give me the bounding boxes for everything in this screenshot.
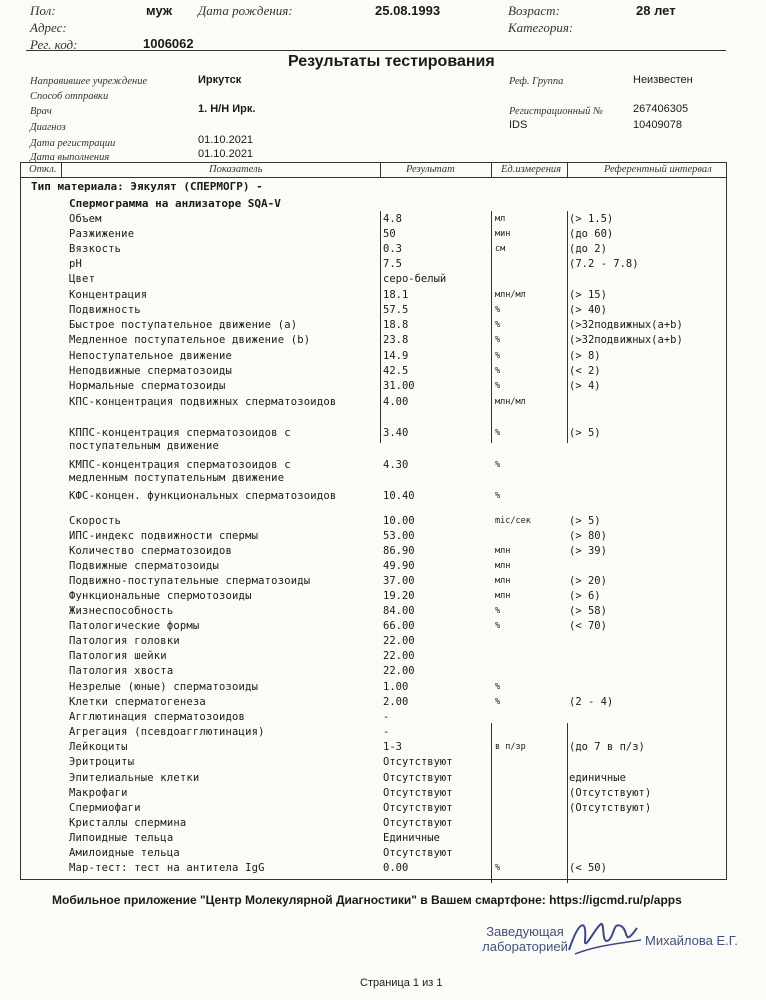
table-row [21,665,726,680]
row-parameter: КППС-концентрация сперматозоидов с поступательным движение [69,427,291,452]
row-unit: % [495,491,501,501]
row-parameter: Быстрое поступательное движение (a) [69,319,298,331]
row-reference: (> 40) [569,304,607,316]
table-row [21,459,726,484]
row-unit: в п/зр [495,742,526,752]
referring-value: Иркутск [198,74,242,86]
row-unit: % [495,621,501,631]
reg-code-label: Рег. код: [30,37,78,52]
row-parameter: Медленное поступательное движение (b) [69,334,311,346]
row-reference: (> 80) [569,530,607,542]
row-unit: млн [495,561,511,571]
row-unit: % [495,682,501,692]
row-reference: (>32подвижных(a+b) [569,319,683,331]
header-unit: Ед.измерения [501,164,562,175]
row-parameter: Количество сперматозоидов [69,545,233,557]
row-parameter: Спермиофаги [69,802,141,814]
dob-label: Дата рождения: [198,3,293,18]
table-row [21,545,726,560]
row-parameter: КФС-концен. функциональных сперматозоидов [69,490,337,502]
row-result: 50 [383,228,396,240]
table-row [21,228,726,243]
row-unit: % [495,366,501,376]
row-parameter: Подвижность [69,304,141,316]
reg-date-value: 01.10.2021 [198,134,254,146]
table-row [21,787,726,802]
row-result: 4.30 [383,459,409,471]
dob-value: 25.08.1993 [375,3,441,18]
table-row [21,832,726,847]
row-parameter: Агрегация (псевдоагглютинация) [69,726,265,738]
row-reference: (< 50) [569,862,607,874]
table-row [21,575,726,590]
row-result: 22.00 [383,665,415,677]
row-unit: млн/мл [495,397,526,407]
signer-name: Михайлова Е.Г. [645,933,738,948]
table-row [21,681,726,696]
reg-date-label: Дата регистрации [30,138,116,149]
row-result: Отсутствуют [383,787,453,799]
row-unit: % [495,460,501,470]
table-row [21,396,726,411]
row-unit: мин [495,229,511,239]
table-row [21,365,726,380]
done-date-label: Дата выполнения [30,152,110,163]
row-result: 10.40 [383,490,415,502]
row-unit: % [495,305,501,315]
row-result: Отсутствуют [383,847,453,859]
header-divider [26,50,726,51]
header-parameter: Показатель [209,164,263,175]
col-divider [491,723,492,883]
row-parameter: ИПС-индекс подвижности спермы [69,530,259,542]
row-parameter: Эпителиальные клетки [69,772,200,784]
row-result: 1-3 [383,741,402,753]
row-unit: % [495,697,501,707]
row-result: 37.00 [383,575,415,587]
row-unit: млн [495,576,511,586]
row-result: 57.5 [383,304,409,316]
row-unit: млн/мл [495,290,526,300]
row-parameter: Патологические формы [69,620,200,632]
table-row [21,635,726,650]
done-date-value: 01.10.2021 [198,148,254,160]
row-reference: (> 15) [569,289,607,301]
section-title: Спермограмма на анлизаторе SQA-V [69,197,281,210]
col-divider [567,163,568,177]
row-parameter: КМПС-концентрация сперматозоидов с медленным поступательным движение [69,459,291,484]
row-unit: % [495,381,501,391]
row-result: Отсутствуют [383,772,453,784]
table-row [21,560,726,575]
row-result: 31.00 [383,380,415,392]
row-result: 10.00 [383,515,415,527]
table-row [21,620,726,635]
sex-label: Пол: [30,3,56,18]
col-divider [491,213,492,443]
col-divider [491,163,492,177]
row-parameter: Клетки сперматогенеза [69,696,206,708]
row-result: Отсутствуют [383,817,453,829]
page-title: Результаты тестирования [288,53,495,70]
col-divider [567,213,568,443]
diagnosis-label: Диагноз [30,122,66,133]
row-result: 18.8 [383,319,409,331]
row-result: - [383,711,390,723]
table-row [21,304,726,319]
row-reference: (до 7 в п/з) [569,741,645,753]
ref-group-value: Неизвестен [633,74,693,86]
row-result: 14.9 [383,350,409,362]
row-parameter: Патология хвоста [69,665,174,677]
row-parameter: Липоидные тельца [69,832,174,844]
signature-icon [565,910,645,960]
sending-label: Способ отправки [30,91,109,102]
row-result: 1.00 [383,681,409,693]
row-parameter: КПС-концентрация подвижных сперматозоидов [69,396,337,408]
row-reference: (7.2 - 7.8) [569,258,639,270]
row-reference: (> 4) [569,380,601,392]
signer-title: Заведующая лабораторией [482,924,568,954]
row-unit: mic/сек [495,516,531,526]
row-result: 4.8 [383,213,402,225]
mobile-app-note: Мобильное приложение "Центр Молекулярной Диагностики" в Вашем смартфоне: https://igcmd.ru/p/apps [52,893,682,907]
ids-value: 10409078 [633,119,682,131]
row-parameter: Лейкоциты [69,741,128,753]
table-row [21,334,726,349]
row-parameter: Амилоидные тельца [69,847,180,859]
row-result: 42.5 [383,365,409,377]
row-parameter: Кристаллы спермина [69,817,187,829]
row-reference: (> 1.5) [569,213,614,225]
table-row [21,590,726,605]
row-parameter: Нормальные сперматозоиды [69,380,226,392]
header-deviation: Откл. [29,164,57,175]
row-unit: млн [495,591,511,601]
row-result: 84.00 [383,605,415,617]
row-unit: % [495,606,501,616]
doctor-label: Врач [30,106,52,117]
table-row [21,380,726,395]
row-result: 0.3 [383,243,402,255]
sex-value: муж [146,3,173,18]
row-reference: (>32подвижных(a+b) [569,334,683,346]
reg-code-value: 1006062 [143,36,194,51]
row-unit: млн [495,546,511,556]
row-reference: единичные [569,772,626,784]
table-row [21,650,726,665]
row-result: 23.8 [383,334,409,346]
row-unit: % [495,335,501,345]
row-reference: (> 5) [569,515,601,527]
row-reference: (> 5) [569,427,601,439]
table-row [21,726,726,741]
table-row [21,530,726,545]
ids-label: IDS [509,119,528,131]
row-parameter: Разжижение [69,228,135,240]
address-label: Адрес: [30,20,67,35]
results-table [20,162,727,880]
table-row [21,213,726,228]
header-reference: Референтный интервал [604,164,712,175]
row-parameter: Агглютинация сперматозоидов [69,711,246,723]
row-parameter: Концентрация [69,289,148,301]
row-unit: % [495,320,501,330]
row-parameter: Патология шейки [69,650,167,662]
referring-label: Направившее учреждение [30,76,148,87]
row-result: 66.00 [383,620,415,632]
row-result: 4.00 [383,396,409,408]
row-unit: см [495,244,506,254]
row-reference: (Отсутствуют) [569,802,652,814]
row-reference: (2 - 4) [569,696,614,708]
table-row [21,772,726,787]
table-row [21,862,726,877]
row-parameter: Скорость [69,515,122,527]
row-reference: (> 39) [569,545,607,557]
row-parameter: Функциональные спермотозоиды [69,590,252,602]
table-row [21,319,726,334]
row-parameter: Подвижно-поступательные сперматозоиды [69,575,311,587]
age-label: Возраст: [508,3,560,18]
row-reference: (> 58) [569,605,607,617]
table-header [21,163,726,178]
row-result: Отсутствуют [383,802,453,814]
row-parameter: Мар-тест: тест на антитела IgG [69,862,265,874]
row-parameter: Жизнеспособность [69,605,174,617]
table-row [21,817,726,832]
row-result: 49.90 [383,560,415,572]
table-row [21,802,726,817]
row-parameter: Вязкость [69,243,122,255]
table-row [21,427,726,452]
table-row [21,741,726,756]
row-reference: (< 70) [569,620,607,632]
row-result: 22.00 [383,650,415,662]
row-parameter: Патология головки [69,635,180,647]
row-parameter: Объем [69,213,102,225]
row-reference: (< 2) [569,365,601,377]
table-row [21,847,726,862]
table-row [21,243,726,258]
row-parameter: Цвет [69,273,96,285]
age-value: 28 лет [636,3,676,18]
row-parameter: Неподвижные сперматозоиды [69,365,233,377]
row-parameter: Непоступательное движение [69,350,233,362]
table-row [21,711,726,726]
material-type: Тип материала: Эякулят (СПЕРМОГР) - [31,180,263,193]
reg-number-value: 267406305 [633,103,689,115]
row-parameter: Макрофаги [69,787,128,799]
page-number: Страница 1 из 1 [360,977,443,989]
row-reference: (до 2) [569,243,607,255]
row-unit: % [495,351,501,361]
table-row [21,490,726,505]
doctor-value: 1. Н/Н Ирк. [198,103,256,115]
table-row [21,258,726,273]
row-result: 19.20 [383,590,415,602]
row-reference: (до 60) [569,228,614,240]
row-reference: (> 6) [569,590,601,602]
row-result: серо-белый [383,273,447,285]
row-parameter: Незрелые (юные) сперматозоиды [69,681,259,693]
row-unit: % [495,863,501,873]
row-parameter: Эритроциты [69,756,135,768]
row-result: 86.90 [383,545,415,557]
col-divider [380,163,381,177]
ref-group-label: Реф. Группа [509,76,564,87]
reg-number-label: Регистрационный № [509,106,603,117]
row-result: 18.1 [383,289,409,301]
row-reference: (> 8) [569,350,601,362]
row-parameter: Подвижные сперматозоиды [69,560,219,572]
table-row [21,756,726,771]
row-result: Отсутствуют [383,756,453,768]
row-result: 2.00 [383,696,409,708]
col-divider [380,213,381,443]
row-result: 53.00 [383,530,415,542]
row-result: Единичные [383,832,440,844]
row-parameter: pH [69,258,83,270]
row-result: 3.40 [383,427,409,439]
category-label: Категория: [508,20,574,35]
row-result: 22.00 [383,635,415,647]
row-reference: (> 20) [569,575,607,587]
col-divider [61,163,62,177]
col-divider [567,723,568,883]
row-unit: мл [495,214,506,224]
row-result: 0.00 [383,862,409,874]
row-result: 7.5 [383,258,402,270]
table-row [21,515,726,530]
table-row [21,696,726,711]
row-unit: % [495,428,501,438]
table-row [21,273,726,288]
row-reference: (Отсутствуют) [569,787,652,799]
row-result: - [383,726,390,738]
table-row [21,289,726,304]
header-result: Результат [406,164,455,175]
table-row [21,605,726,620]
table-row [21,350,726,365]
